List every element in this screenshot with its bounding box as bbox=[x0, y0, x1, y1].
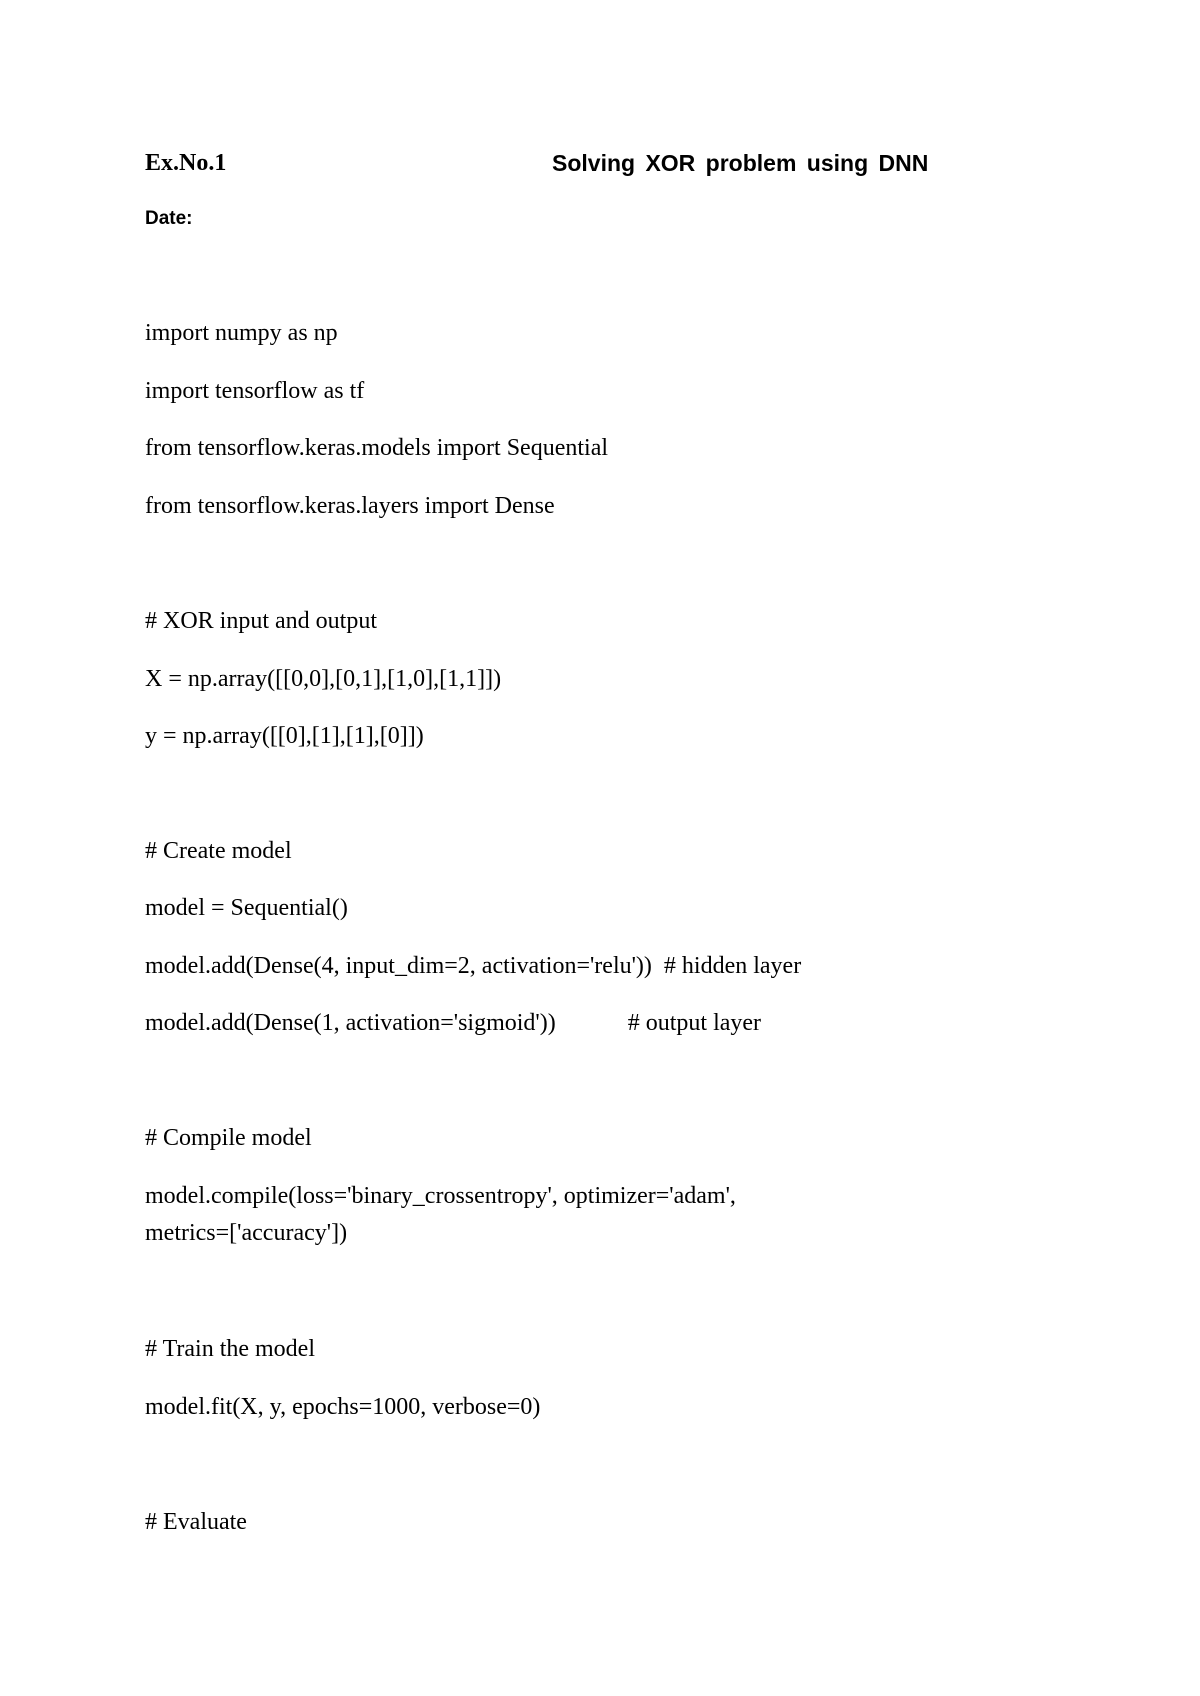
code-comment-train: # Train the model bbox=[145, 1336, 316, 1362]
code-line-import-numpy: import numpy as np bbox=[145, 320, 338, 346]
code-line-fit: model.fit(X, y, epochs=1000, verbose=0) bbox=[145, 1394, 541, 1420]
code-comment-xor-data: # XOR input and output bbox=[145, 608, 377, 634]
code-line-import-sequential: from tensorflow.keras.models import Sequential bbox=[145, 435, 609, 461]
code-line-sequential: model = Sequential() bbox=[145, 895, 348, 921]
code-comment-compile: # Compile model bbox=[145, 1125, 312, 1151]
document-title: Solving XOR problem using DNN bbox=[552, 150, 929, 176]
code-line-import-tensorflow: import tensorflow as tf bbox=[145, 378, 365, 404]
exercise-number: Ex.No.1 bbox=[145, 150, 227, 176]
code-comment-evaluate: # Evaluate bbox=[145, 1509, 247, 1535]
code-line-x-array: X = np.array([[0,0],[0,1],[1,0],[1,1]]) bbox=[145, 666, 502, 692]
code-line-compile: model.compile(loss='binary_crossentropy', optimizer='adam', bbox=[145, 1183, 736, 1209]
code-line-import-dense: from tensorflow.keras.layers import Dense bbox=[145, 493, 555, 519]
code-comment-create-model: # Create model bbox=[145, 838, 292, 864]
code-line-hidden-layer: model.add(Dense(4, input_dim=2, activation='relu')) # hidden layer bbox=[145, 953, 802, 979]
code-line-output-layer: model.add(Dense(1, activation='sigmoid')) # output layer bbox=[145, 1010, 762, 1036]
code-line-compile-metrics: metrics=['accuracy']) bbox=[145, 1220, 348, 1246]
code-line-y-array: y = np.array([[0],[1],[1],[0]]) bbox=[145, 723, 424, 749]
date-label: Date: bbox=[145, 208, 193, 229]
